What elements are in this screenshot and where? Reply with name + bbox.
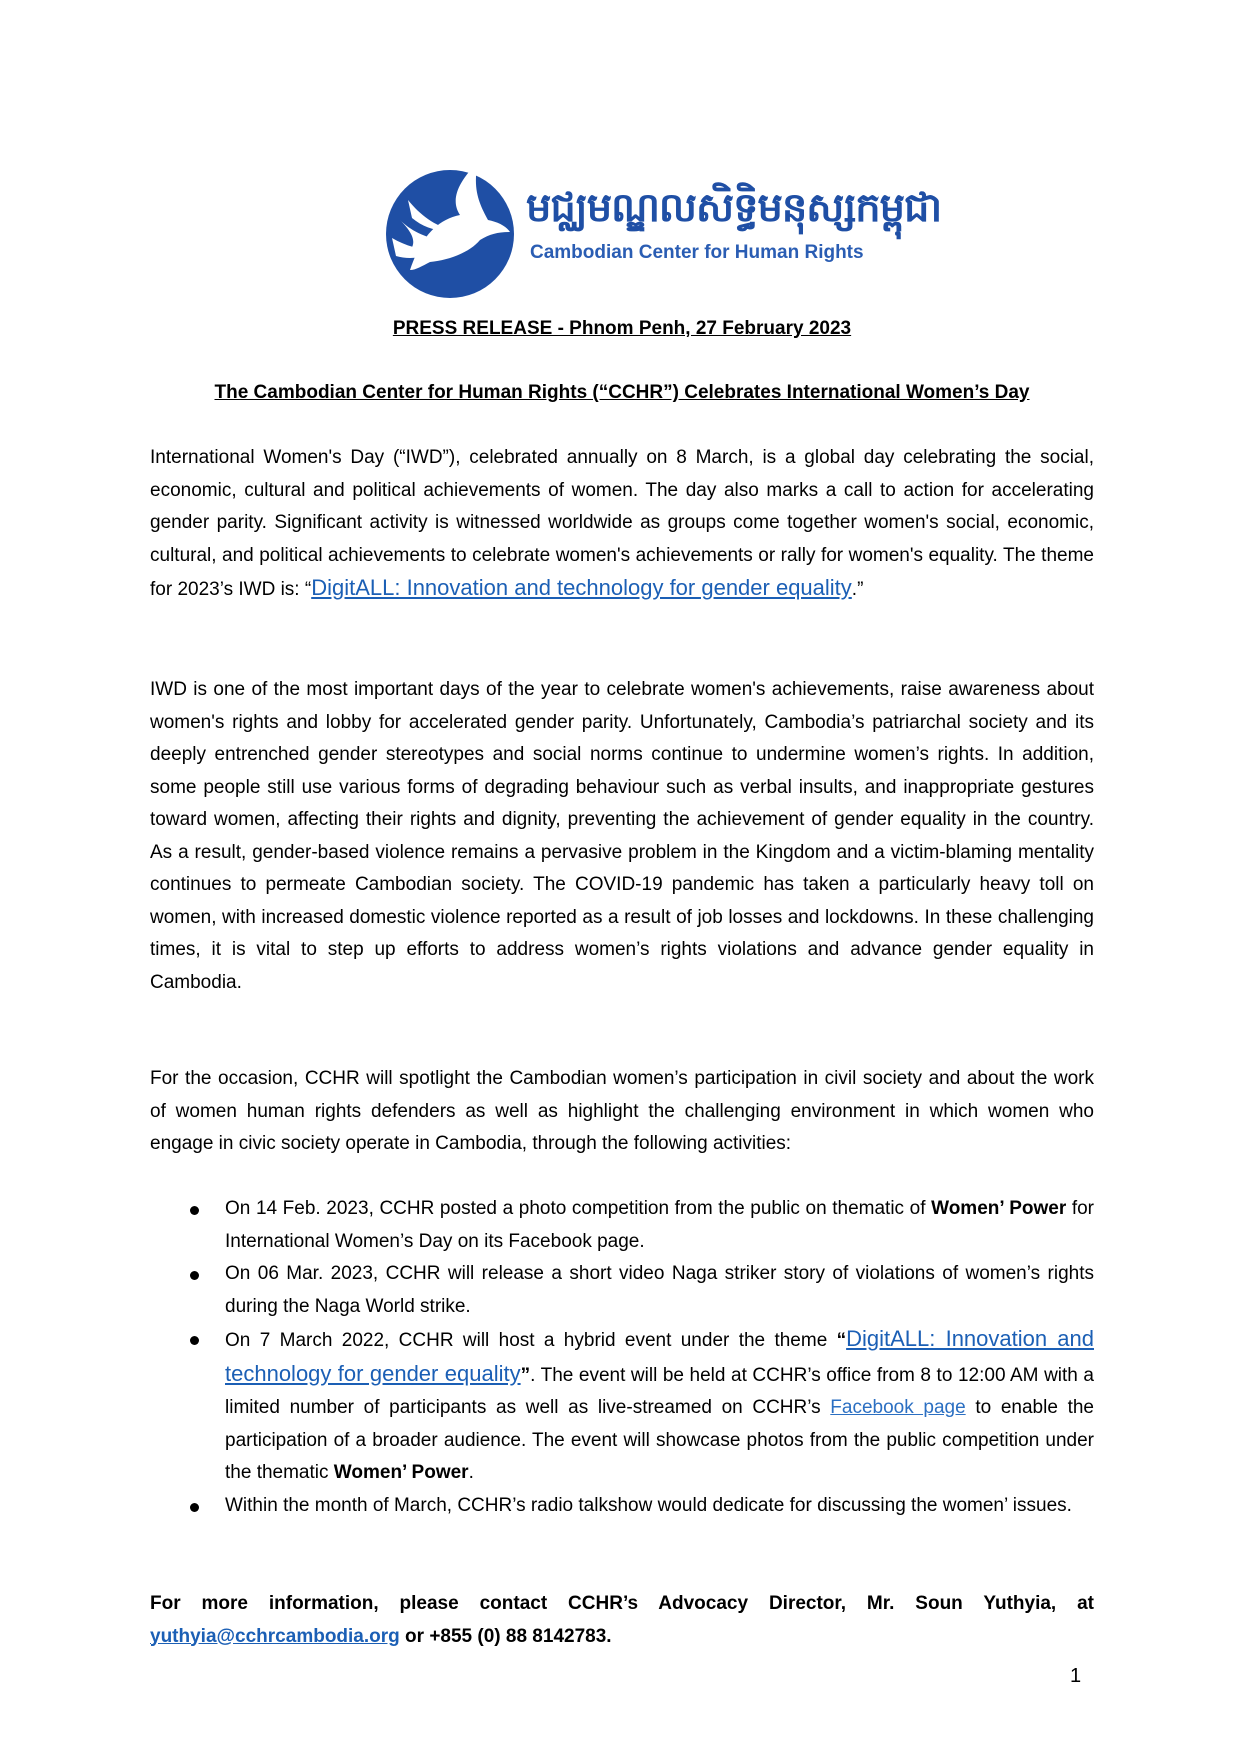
contact-paragraph [150, 1588, 1094, 1653]
list-item [150, 1258, 1094, 1323]
list-item [150, 1323, 1094, 1490]
logo [380, 160, 942, 308]
contact-phone: or +855 (0) 88 8142783. [399, 1625, 612, 1647]
list-item-text: On 14 Feb. 2023, CCHR posted a photo competition from the public on thematic of [225, 1198, 932, 1219]
list-item-text: . [468, 1462, 474, 1483]
bullet-icon [190, 1336, 199, 1345]
intro-text-start: International Women's Day (“IWD”), celebrated annually on 8 March, is a global day celebrating the social, economic, cultural and political achievements of women. The day also marks a call to action for accelerating gender parity. Significant activity is witnessed worldwide as groups come together women's social, economic, cultural, and political achievements to celebrate women's achievements or rally for women's equality. The theme for 2023’s IWD is: “ [150, 447, 1094, 600]
list-item-text: Within the month of March, CCHR’s radio talkshow would dedicate for discussing the women’ issues. [225, 1494, 1072, 1516]
bullet-icon [190, 1503, 199, 1512]
email-link[interactable]: yuthyia@cchrcambodia.org [150, 1625, 400, 1647]
dove-icon [380, 160, 520, 300]
list-item [150, 1490, 1094, 1523]
intro-text-end: .” [851, 579, 864, 600]
bullet-icon [190, 1271, 199, 1280]
list-item-text: On 06 Mar. 2023, CCHR will release a short video Naga striker story of violations of women’s rights during the Naga World strike. [225, 1263, 1094, 1317]
bullet-icon [190, 1206, 199, 1215]
list-item-bold: Women’ Power [333, 1462, 469, 1483]
page-number: 1 [1070, 1665, 1082, 1687]
quote-open: “ [836, 1330, 847, 1351]
logo-english-name: Cambodian Center for Human Rights [530, 242, 864, 263]
activities-list [150, 1193, 1094, 1522]
list-item-text: . The event will be held at CCHR’s office from 8 to 12:00 AM with a limited number of participants as well as live-streamed on CCHR’s [225, 1364, 1094, 1418]
press-release-heading: PRESS RELEASE - Phnom Penh, 27 February 2023 [392, 318, 852, 339]
theme-link[interactable]: DigitALL: Innovation and technology for gender equality [225, 1326, 1094, 1386]
document-title: The Cambodian Center for Human Rights (“CCHR”) Celebrates International Women’s Day [214, 382, 1030, 403]
quote-close: ” [520, 1364, 531, 1386]
activities-intro-paragraph: For the occasion, CCHR will spotlight the Cambodian women’s participation in civil society and about the work of women human rights defenders as well as highlight the challenging environment in which women who engage in civic society operate in Cambodia, through the following activities: [150, 1068, 1094, 1154]
list-item-bold: Women’ Power [931, 1198, 1067, 1219]
logo-khmer-name: មជ្ឈមណ្ឌលសិទ្ធិមនុស្សកម្ពុជា [526, 185, 942, 231]
contact-text: For more information, please contact CCHR’s Advocacy Director, Mr. Soun Yuthyia, at [150, 1593, 1094, 1614]
intro-paragraph [150, 442, 1094, 607]
list-item-text: for International Women’s Day on its Facebook page. [225, 1198, 1095, 1252]
theme-link[interactable]: DigitALL: Innovation and technology for gender equality [311, 575, 852, 600]
facebook-page-link[interactable]: Facebook page [830, 1397, 966, 1418]
list-item-text: On 7 March 2022, CCHR will host a hybrid event under the theme [225, 1330, 837, 1351]
context-paragraph: IWD is one of the most important days of the year to celebrate women's achievements, raise awareness about women's rights and lobby for accelerated gender parity. Unfortunately, Cambodia’s patriarchal society and its deeply entrenched gender stereotypes and social norms continue to undermine women’s rights. In addition, some people still use various forms of degrading behaviour such as verbal insults, and inappropriate gestures toward women, affecting their rights and dignity, preventing the achievement of gender equality in the country. As a result, gender-based violence remains a pervasive problem in the Kingdom and a victim-blaming mentality continues to permeate Cambodian society. The COVID-19 pandemic has taken a particularly heavy toll on women, with increased domestic violence reported as a result of job losses and lockdowns. In these challenging times, it is vital to step up efforts to address women’s rights violations and advance gender equality in Cambodia. [150, 679, 1094, 993]
list-item-text: to enable the participation of a broader audience. The event will showcase photos from the public competition under the thematic [225, 1397, 1094, 1483]
list-item [150, 1193, 1094, 1258]
